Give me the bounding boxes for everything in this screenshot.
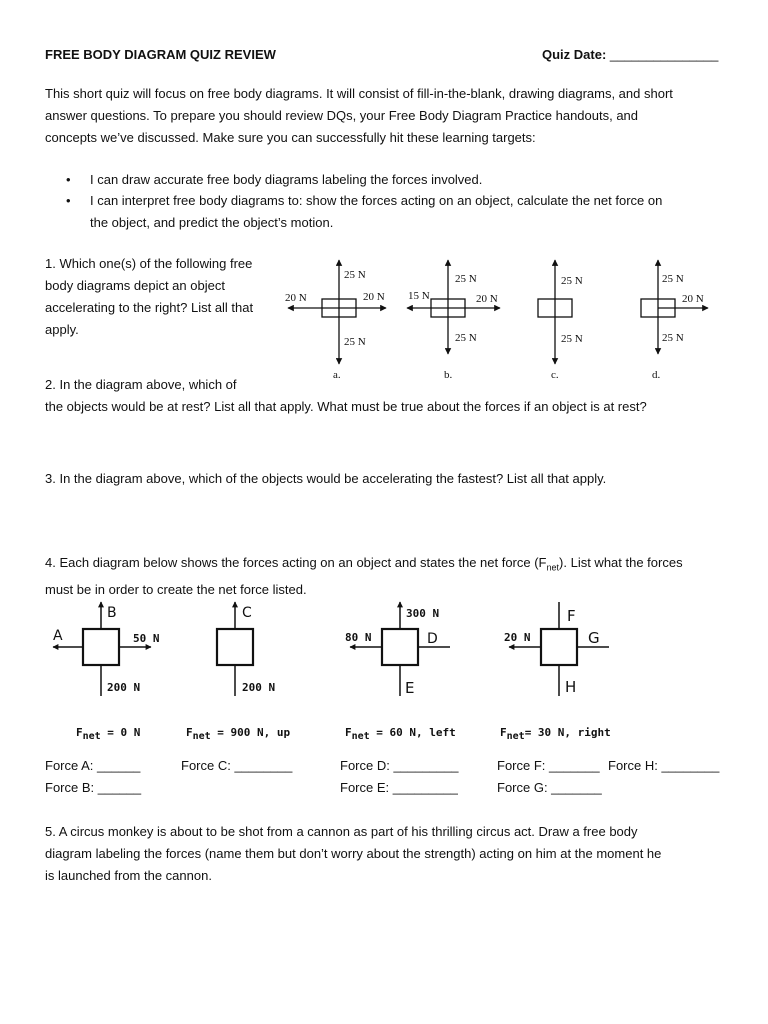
fbd-b-right-label: 20 N	[476, 293, 498, 305]
question-4-line	[45, 552, 683, 579]
q4-d4-bottom: H	[565, 678, 577, 696]
q4-d1-top: B	[107, 605, 117, 621]
fnet-4	[500, 726, 611, 742]
fnet-1	[76, 726, 140, 742]
intro-line: answer questions. To prepare you should review DQs, your Free Body Diagram Practice handouts, and	[45, 108, 639, 123]
fbd-b	[407, 260, 500, 381]
fnet-label: F	[345, 726, 352, 739]
q4-d4-top: F	[567, 607, 576, 625]
fbd-c-bottom-label: 25 N	[561, 333, 583, 345]
fnet-3	[345, 726, 456, 742]
fnet-sub: net	[506, 731, 525, 743]
force-g-blank[interactable]: Force G: _______	[497, 780, 602, 795]
fbd-c-top-label: 25 N	[561, 275, 583, 287]
fnet-2	[186, 726, 290, 742]
force-c-blank[interactable]: Force C: ________	[181, 758, 293, 773]
fbd-d	[641, 260, 708, 381]
learning-target-text: I can draw accurate free body diagrams labeling the forces involved.	[90, 172, 483, 187]
learning-target-text: I can interpret free body diagrams to: show the forces acting on an object, calculate the net force on	[90, 193, 663, 208]
q4-d3-bottom: E	[405, 679, 415, 697]
fbd-d-bottom-label: 25 N	[662, 332, 684, 344]
fnet-label: F	[500, 726, 507, 739]
q4-d3-left: 80 N	[345, 631, 372, 644]
fbd-c	[538, 260, 583, 381]
intro-line: concepts we’ve discussed. Make sure you can successfully hit these learning targets:	[45, 130, 536, 145]
fbd-b-top-label: 25 N	[455, 273, 477, 285]
fbd-d-letter: d.	[652, 369, 661, 381]
question-5-line: is launched from the cannon.	[45, 868, 212, 883]
fnet-value: = 0 N	[100, 726, 141, 739]
question-4-text: ). List what the forces	[559, 555, 683, 570]
intro-line: This short quiz will focus on free body diagrams. It will consist of fill-in-the-blank, drawing diagrams, and short	[45, 86, 673, 101]
question-1-line: body diagrams depict an object	[45, 278, 225, 293]
fbd-d-top-label: 25 N	[662, 273, 684, 285]
force-a-blank[interactable]: Force A: ______	[45, 758, 141, 773]
fnet-sub: net	[192, 731, 211, 743]
question-5-line: diagram labeling the forces (name them but don’t worry about the strength) acting on him at the moment he	[45, 846, 662, 861]
question-2-line: 2. In the diagram above, which of	[45, 377, 237, 392]
fbd-d-right-label: 20 N	[682, 293, 704, 305]
question-4-text: 4. Each diagram below shows the forces acting on an object and states the net force (F	[45, 555, 547, 570]
fbd-a	[285, 260, 386, 381]
question-1-line: accelerating to the right? List all that	[45, 300, 254, 315]
q4-d1-right: 50 N	[133, 632, 160, 645]
q4-diagram-1	[53, 602, 160, 696]
fbd-a-bottom-label: 25 N	[344, 336, 366, 348]
q4-d3-top: 300 N	[406, 607, 440, 620]
fbd-a-right-label: 20 N	[363, 291, 385, 303]
force-e-blank[interactable]: Force E: _________	[340, 780, 458, 795]
q4-d4-left: 20 N	[504, 631, 531, 644]
q4-d2-top: C	[242, 605, 252, 621]
quiz-date-label	[542, 47, 718, 62]
question-2	[45, 374, 647, 418]
question-2-line: the objects would be at rest? List all that apply. What must be true about the forces if an object is at rest?	[45, 399, 647, 414]
force-h-blank[interactable]: Force H: ________	[608, 758, 720, 773]
fbd-a-letter: a.	[333, 369, 341, 381]
fnet-sub: net	[82, 731, 101, 743]
q4-d3-right: D	[427, 631, 438, 647]
force-d-blank[interactable]: Force D: _________	[340, 758, 459, 773]
fbd-set-1	[280, 252, 720, 382]
quiz-date-text: Quiz Date:	[542, 47, 607, 62]
fbd-set-2	[45, 600, 725, 700]
q4-d2-bottom: 200 N	[242, 681, 276, 694]
force-f-blank[interactable]: Force F: _______	[497, 758, 600, 773]
fbd-b-bottom-label: 25 N	[455, 332, 477, 344]
fbd-c-letter: c.	[551, 369, 559, 381]
q4-diagram-2	[217, 602, 275, 696]
intro-paragraph	[45, 83, 673, 149]
fbd-a-top-label: 25 N	[344, 269, 366, 281]
question-5-line: 5. A circus monkey is about to be shot from a cannon as part of his thrilling circus act. Draw a free body	[45, 824, 638, 839]
question-1-line: 1. Which one(s) of the following free	[45, 256, 253, 271]
question-4	[45, 552, 683, 601]
fnet-sub: net	[351, 731, 370, 743]
fnet-label: F	[76, 726, 83, 739]
q4-diagram-4	[504, 602, 609, 696]
force-b-blank[interactable]: Force B: ______	[45, 780, 142, 795]
fnet-value: = 60 N, left	[369, 726, 456, 739]
question-5	[45, 821, 661, 887]
question-1-line: apply.	[45, 322, 79, 337]
question-4-sub: net	[546, 562, 560, 573]
fnet-value: = 900 N, up	[210, 726, 291, 739]
page-title: FREE BODY DIAGRAM QUIZ REVIEW	[45, 47, 276, 62]
fnet-label: F	[186, 726, 193, 739]
fnet-value: = 30 N, right	[524, 726, 611, 739]
quiz-date-blank: _______________	[609, 47, 719, 62]
fbd-b-left-label: 15 N	[408, 290, 430, 302]
q4-d1-left: A	[53, 628, 63, 644]
question-1	[45, 253, 253, 341]
learning-target-continuation: the object, and predict the object’s motion.	[90, 215, 334, 230]
q4-d1-bottom: 200 N	[107, 681, 141, 694]
fbd-b-letter: b.	[444, 369, 453, 381]
question-4-line: must be in order to create the net force listed.	[45, 581, 307, 597]
q4-d4-right: G	[588, 629, 600, 647]
fbd-a-left-label: 20 N	[285, 292, 307, 304]
q4-diagram-3	[345, 602, 450, 697]
question-3: 3. In the diagram above, which of the objects would be accelerating the fastest? List all that apply.	[45, 471, 607, 486]
